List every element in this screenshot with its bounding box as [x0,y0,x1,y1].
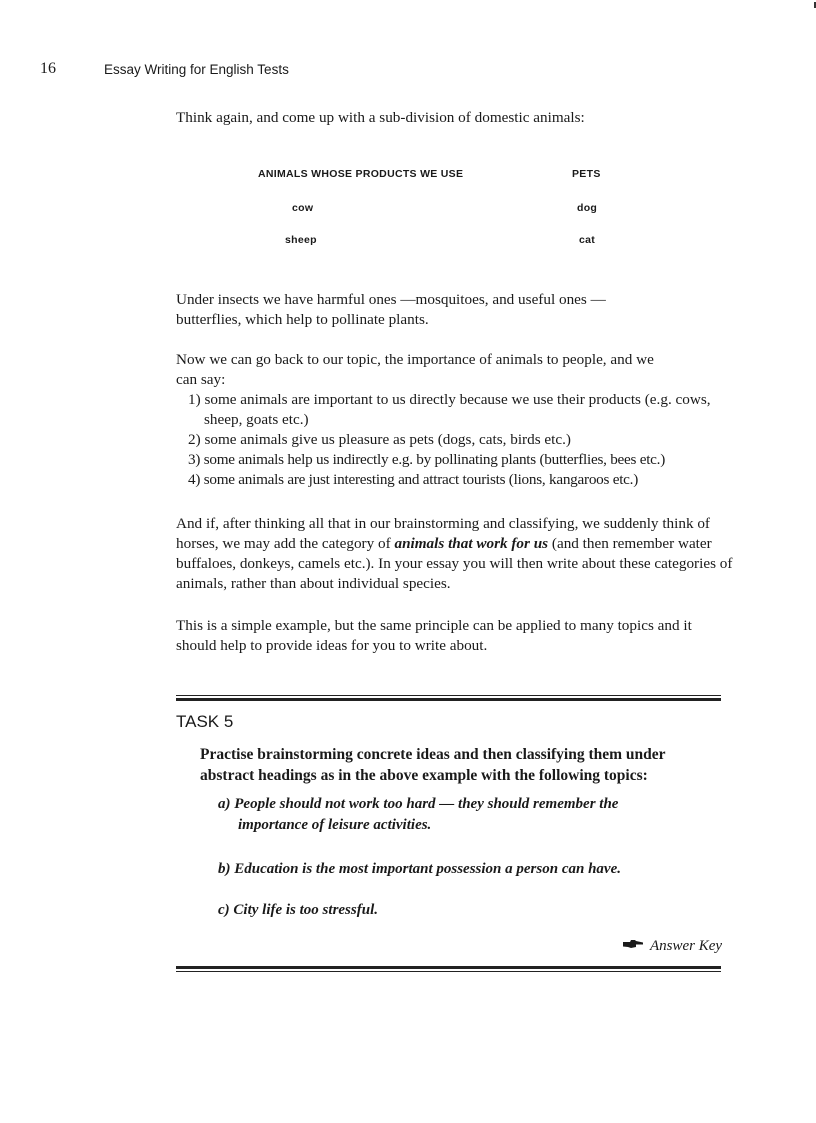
task-item-c: c) City life is too stressful. [218,902,378,918]
list-item: 3) some animals help us indirectly e.g. by pollinating plants (butterflies, bees etc.) [188,451,666,468]
numbered-list [176,390,736,490]
insects-line-2: butterflies, which help to pollinate plants. [176,311,429,328]
topic-line-1: Now we can go back to our topic, the importance of animals to people, and we [176,351,654,368]
table-cell: sheep [285,234,317,246]
task-title: TASK 5 [176,712,234,731]
topic-paragraph [176,350,736,490]
section-divider-top [176,695,721,701]
answer-key-link[interactable] [622,938,722,955]
emphasis-phrase: animals that work for us [394,535,549,552]
task-instruction: Practise brainstorming concrete ideas and then classifying them under abstract headings as in the above example with the following topics: [200,746,666,784]
horses-text-part-2: (and then remember water buffaloes, donkeys, camels etc.). In your essay you will then write about these categories of animals, rather than about individual species. [176,535,733,592]
page-number: 16 [40,60,56,77]
table-cell: cow [292,202,314,214]
conclusion-paragraph: This is a simple example, but the same principle can be applied to many topics and it should help to provide ideas for you to write about. [176,617,692,654]
answer-key-label: Answer Key [650,938,723,954]
pointing-hand-icon [622,938,644,955]
insects-paragraph [176,290,736,330]
list-item: 2) some animals give us pleasure as pets (dogs, cats, birds etc.) [188,431,571,448]
task-item-a [218,794,718,836]
table-header-pets: PETS [572,168,601,180]
task-item-b: b) Education is the most important possession a person can have. [218,861,621,877]
intro-paragraph: Think again, and come up with a sub-division of domestic animals: [176,109,585,126]
horses-paragraph [176,514,736,594]
section-divider-bottom [176,966,721,972]
task-item-a-line-1: a) People should not work too hard — they should remember the [218,796,619,812]
horses-text-part-1: And if, after thinking all that in our brainstorming and classifying, we suddenly think of horses, we may add the category of [176,515,710,552]
table-cell: dog [577,202,598,214]
running-header-title: Essay Writing for English Tests [104,62,289,77]
animal-classification-table [176,164,716,254]
list-item: 1) some animals are important to us directly because we use their products (e.g. cows, sheep, goats etc.) [188,391,711,428]
table-header-products: ANIMALS WHOSE PRODUCTS WE USE [258,168,464,180]
task-item-a-line-2: importance of leisure activities. [238,817,432,833]
insects-line-1: Under insects we have harmful ones —mosquitoes, and useful ones — [176,291,606,308]
topic-line-2: can say: [176,371,226,388]
table-cell: cat [579,234,596,246]
list-item: 4) some animals are just interesting and attract tourists (lions, kangaroos etc.) [188,471,639,488]
